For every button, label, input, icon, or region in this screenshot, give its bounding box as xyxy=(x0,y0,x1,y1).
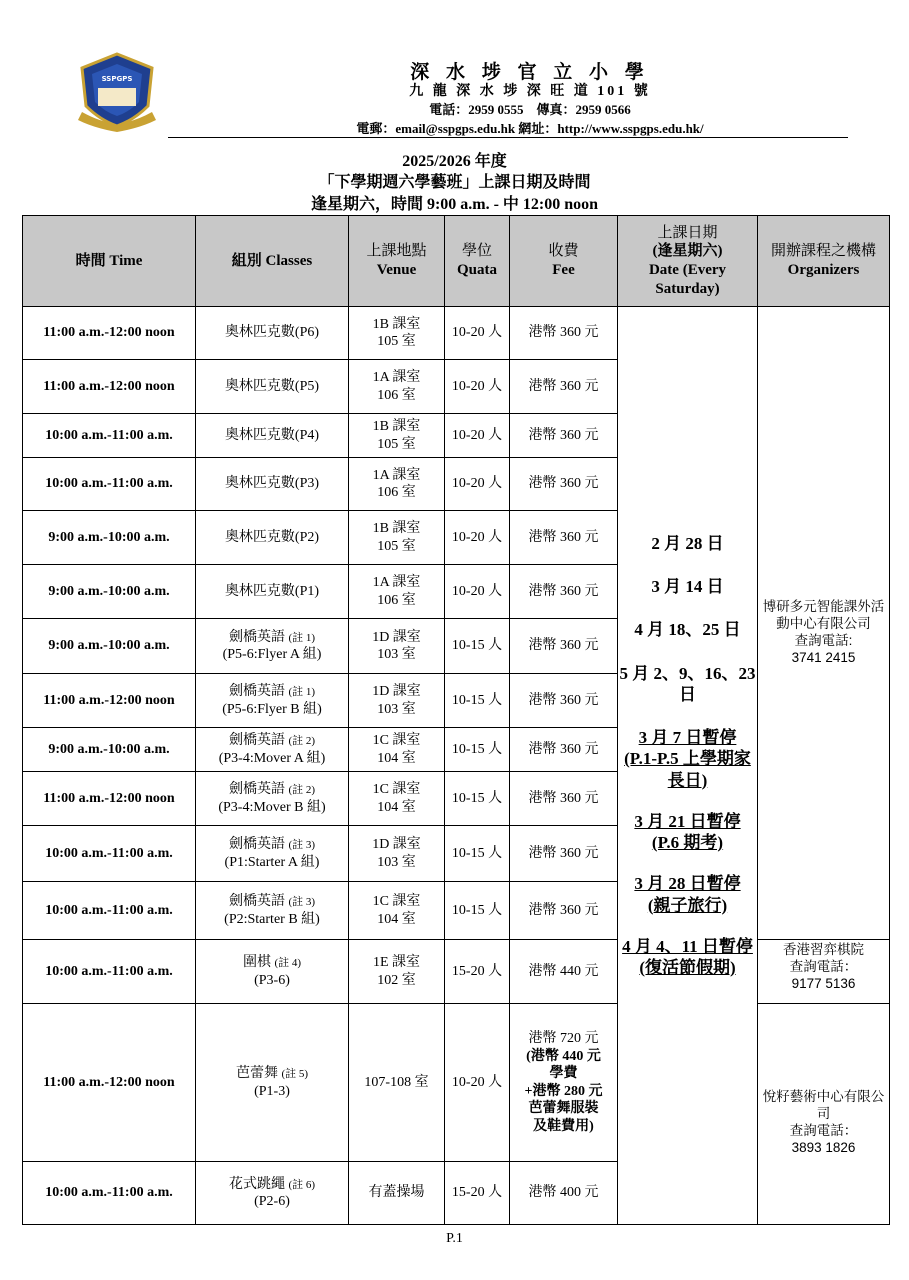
row-time: 9:00 a.m.-10:00 a.m. xyxy=(23,511,196,565)
row-time: 9:00 a.m.-10:00 a.m. xyxy=(23,619,196,674)
school-phone-fax: 電話：2959 0555 傳真：2959 0566 xyxy=(429,102,631,117)
row-fee: 港幣 360 元 xyxy=(510,728,618,772)
row-fee: 港幣 360 元 xyxy=(510,882,618,940)
date-apr: 4 月 18、25 日 xyxy=(634,620,741,640)
row-venue: 107-108 室 xyxy=(349,1004,445,1162)
row-fee: 港幣 360 元 xyxy=(510,772,618,826)
row-fee: 港幣 360 元 xyxy=(510,458,618,511)
school-name: 深 水 埗 官 立 小 學 xyxy=(410,62,650,83)
row-fee: 港幣 360 元 xyxy=(510,414,618,458)
row-fee: 港幣 360 元 xyxy=(510,565,618,619)
row-class: 圍棋 (註 4) (P3-6) xyxy=(196,940,349,1004)
suspension-mar-21: 3 月 21 日暫停 (P.6 期考) xyxy=(634,811,741,852)
table-row xyxy=(23,940,890,1004)
row-class: 劍橋英語 (註 1) (P5-6:Flyer A 組) xyxy=(196,619,349,674)
row-quota: 15-20 人 xyxy=(445,1162,510,1225)
col-header-date: 上課日期 (逢星期六) Date (Every Saturday) xyxy=(618,216,758,307)
school-email-website: 電郵：email@sspgps.edu.hk 網址：http://www.sspgps.edu.hk/ xyxy=(356,121,704,136)
row-time: 10:00 a.m.-11:00 a.m. xyxy=(23,458,196,511)
row-venue: 1D 課室 103 室 xyxy=(349,619,445,674)
row-class: 奧林匹克數(P6) xyxy=(196,307,349,360)
col-header-quota: 學位 Quata xyxy=(445,216,510,307)
row-venue: 1E 課室 102 室 xyxy=(349,940,445,1004)
suspension-apr-4-11: 4 月 4、11 日暫停 (復活節假期) xyxy=(622,936,753,977)
row-class: 奧林匹克數(P5) xyxy=(196,360,349,414)
row-venue: 1B 課室 105 室 xyxy=(349,414,445,458)
row-class: 劍橋英語 (註 1) (P5-6:Flyer B 組) xyxy=(196,674,349,728)
row-venue: 1B 課室 105 室 xyxy=(349,307,445,360)
row-fee: 港幣 360 元 xyxy=(510,511,618,565)
suspension-mar-28: 3 月 28 日暫停 (親子旅行) xyxy=(634,874,741,915)
logo-text: SSPGPS xyxy=(101,75,133,83)
organizer-go-academy: 香港習弈棋院 查詢電話： 9177 5136 xyxy=(758,940,890,1004)
col-header-fee: 收費 Fee xyxy=(510,216,618,307)
row-venue: 1C 課室 104 室 xyxy=(349,882,445,940)
row-fee: 港幣 360 元 xyxy=(510,619,618,674)
row-fee: 港幣 360 元 xyxy=(510,307,618,360)
school-logo xyxy=(74,50,160,138)
header-divider xyxy=(168,137,848,138)
table-row xyxy=(23,1004,890,1162)
row-quota: 10-20 人 xyxy=(445,1004,510,1162)
row-venue: 1A 課室 106 室 xyxy=(349,565,445,619)
organizer-yuezi: 悅籽藝術中心有限公司 查詢電話： 3893 1826 xyxy=(758,1004,890,1225)
row-time: 11:00 a.m.-12:00 noon xyxy=(23,307,196,360)
col-header-venue: 上課地點 Venue xyxy=(349,216,445,307)
col-header-organizers: 開辦課程之機構 Organizers xyxy=(758,216,890,307)
row-venue: 1A 課室 106 室 xyxy=(349,458,445,511)
date-feb: 2 月 28 日 xyxy=(651,533,724,553)
row-venue: 1C 課室 104 室 xyxy=(349,772,445,826)
row-venue: 1B 課室 105 室 xyxy=(349,511,445,565)
col-header-classes: 組別 Classes xyxy=(196,216,349,307)
row-time: 11:00 a.m.-12:00 noon xyxy=(23,360,196,414)
page-number: P.1 xyxy=(446,1231,463,1246)
row-time: 11:00 a.m.-12:00 noon xyxy=(23,772,196,826)
row-time: 10:00 a.m.-11:00 a.m. xyxy=(23,414,196,458)
class-dates-cell xyxy=(618,307,758,1225)
row-quota: 10-15 人 xyxy=(445,619,510,674)
row-class: 劍橋英語 (註 2) (P3-4:Mover B 組) xyxy=(196,772,349,826)
row-venue: 1D 課室 103 室 xyxy=(349,826,445,882)
title-main: 「下學期週六學藝班」上課日期及時間 xyxy=(318,174,591,191)
row-time: 9:00 a.m.-10:00 a.m. xyxy=(23,728,196,772)
organizer-boyan: 博研多元智能課外活動中心有限公司 查詢電話: 3741 2415 xyxy=(758,307,890,940)
row-fee: 港幣 360 元 xyxy=(510,360,618,414)
table-row xyxy=(23,307,890,360)
row-venue: 1D 課室 103 室 xyxy=(349,674,445,728)
col-header-time: 時間 Time xyxy=(23,216,196,307)
row-quota: 10-20 人 xyxy=(445,458,510,511)
row-class: 劍橋英語 (註 3) (P1:Starter A 組) xyxy=(196,826,349,882)
row-fee-ballet: 港幣 720 元 (港幣 440 元 學費 +港幣 280 元 芭蕾舞服裝 及鞋費用) xyxy=(510,1004,618,1162)
row-class: 奧林匹克數(P2) xyxy=(196,511,349,565)
row-time: 11:00 a.m.-12:00 noon xyxy=(23,1004,196,1162)
row-quota: 10-15 人 xyxy=(445,826,510,882)
row-fee: 港幣 360 元 xyxy=(510,826,618,882)
row-time: 9:00 a.m.-10:00 a.m. xyxy=(23,565,196,619)
table-header-row xyxy=(23,216,890,307)
row-fee: 港幣 360 元 xyxy=(510,674,618,728)
title-year: 2025/2026 年度 xyxy=(402,153,507,170)
row-quota: 10-15 人 xyxy=(445,772,510,826)
row-venue: 有蓋操場 xyxy=(349,1162,445,1225)
row-time: 10:00 a.m.-11:00 a.m. xyxy=(23,940,196,1004)
row-quota: 10-15 人 xyxy=(445,674,510,728)
row-fee: 港幣 440 元 xyxy=(510,940,618,1004)
row-venue: 1A 課室 106 室 xyxy=(349,360,445,414)
row-venue: 1C 課室 104 室 xyxy=(349,728,445,772)
row-class: 花式跳繩 (註 6) (P2-6) xyxy=(196,1162,349,1225)
row-quota: 10-20 人 xyxy=(445,307,510,360)
school-address: 九 龍 深 水 埗 深 旺 道 101 號 xyxy=(409,84,651,99)
row-quota: 10-20 人 xyxy=(445,511,510,565)
row-class: 劍橋英語 (註 3) (P2:Starter B 組) xyxy=(196,882,349,940)
row-time: 10:00 a.m.-11:00 a.m. xyxy=(23,1162,196,1225)
row-quota: 10-20 人 xyxy=(445,360,510,414)
row-time: 11:00 a.m.-12:00 noon xyxy=(23,674,196,728)
row-quota: 10-20 人 xyxy=(445,414,510,458)
row-class: 芭蕾舞 (註 5) (P1-3) xyxy=(196,1004,349,1162)
row-quota: 10-15 人 xyxy=(445,882,510,940)
row-time: 10:00 a.m.-11:00 a.m. xyxy=(23,826,196,882)
date-mar: 3 月 14 日 xyxy=(651,577,724,596)
row-class: 奧林匹克數(P3) xyxy=(196,458,349,511)
row-fee: 港幣 400 元 xyxy=(510,1162,618,1225)
date-may: 5 月 2、9、16、23 日 xyxy=(619,663,756,704)
row-class: 奧林匹克數(P4) xyxy=(196,414,349,458)
row-time: 10:00 a.m.-11:00 a.m. xyxy=(23,882,196,940)
row-class: 奧林匹克數(P1) xyxy=(196,565,349,619)
row-quota: 10-15 人 xyxy=(445,728,510,772)
schedule-table xyxy=(22,215,890,1225)
row-class: 劍橋英語 (註 2) (P3-4:Mover A 組) xyxy=(196,728,349,772)
suspension-mar-7: 3 月 7 日暫停 (P.1-P.5 上學期家長日) xyxy=(624,728,751,790)
title-time: 逢星期六，時間 9:00 a.m. - 中 12:00 noon xyxy=(310,196,599,213)
row-quota: 15-20 人 xyxy=(445,940,510,1004)
row-quota: 10-20 人 xyxy=(445,565,510,619)
